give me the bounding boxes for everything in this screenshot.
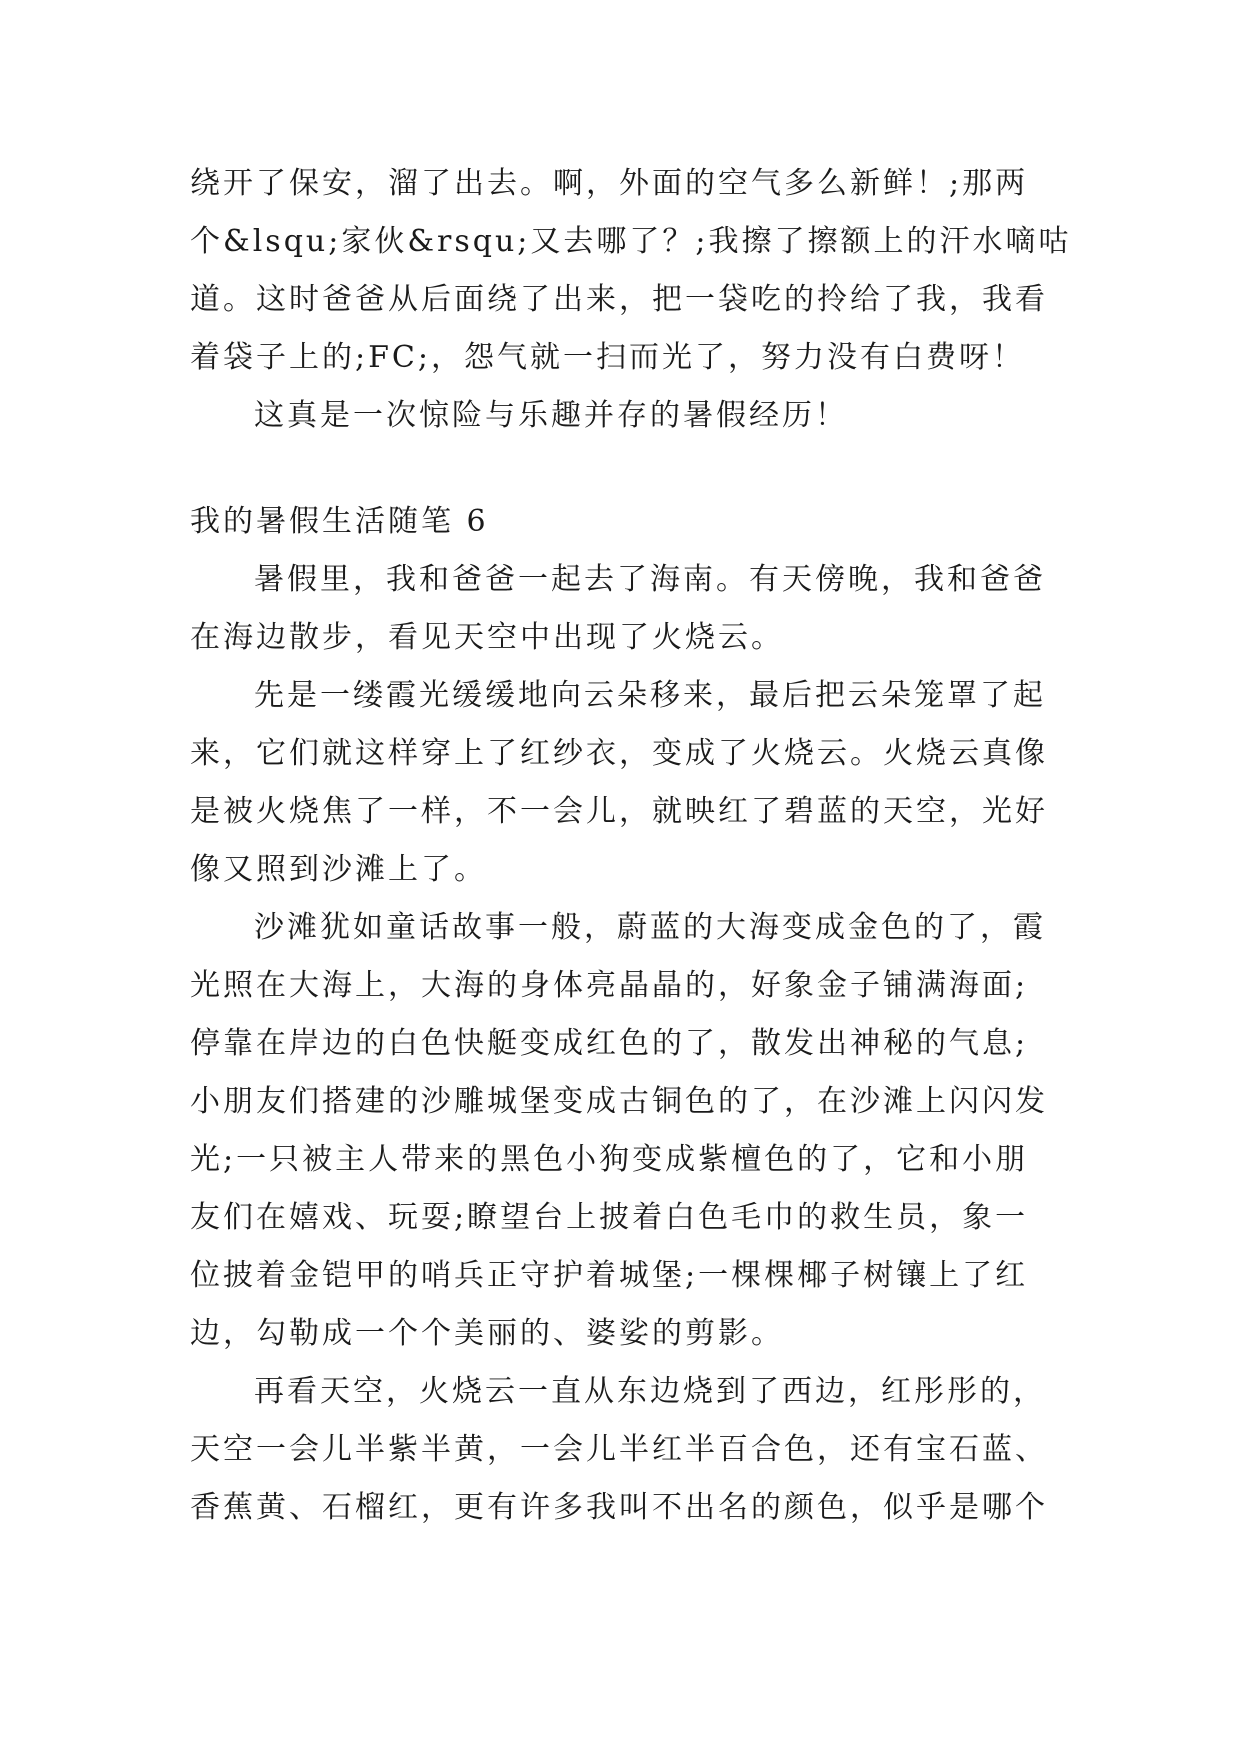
- text-line: 光;一只被主人带来的黑色小狗变成紫檀色的了，它和小朋: [190, 1142, 1029, 1177]
- paragraph-3: [190, 899, 1052, 1363]
- paragraph-4: [190, 1363, 1052, 1537]
- text-line: 绕开了保安，溜了出去。啊，外面的空气多么新鲜！;那两: [190, 166, 1029, 201]
- text-line: 香蕉黄、石榴红，更有许多我叫不出名的颜色，似乎是哪个: [190, 1490, 1048, 1525]
- closing-paragraph: [190, 387, 1052, 445]
- text-line: 来，它们就这样穿上了红纱衣，变成了火烧云。火烧云真像: [190, 736, 1048, 771]
- text-line: 个&lsqu;家伙&rsqu;又去哪了？;我擦了擦额上的汗水嘀咕: [190, 224, 1072, 259]
- text-line: 友们在嬉戏、玩耍;瞭望台上披着白色毛巾的救生员，象一: [190, 1200, 1029, 1235]
- text-line: 是被火烧焦了一样，不一会儿，就映红了碧蓝的天空，光好: [190, 794, 1048, 829]
- paragraph-2: [190, 667, 1052, 899]
- text-line: 暑假里，我和爸爸一起去了海南。有天傍晚，我和爸爸: [254, 562, 1046, 597]
- section-title: 我的暑假生活随笔 6: [190, 504, 489, 539]
- text-line: 天空一会儿半紫半黄，一会儿半红半百合色，还有宝石蓝、: [190, 1432, 1048, 1467]
- text-line: 位披着金铠甲的哨兵正守护着城堡;一棵棵椰子树镶上了红: [190, 1258, 1029, 1293]
- paragraph-1: [190, 551, 1052, 667]
- continued-paragraph: [190, 155, 1072, 387]
- text-line: 光照在大海上，大海的身体亮晶晶的，好象金子铺满海面;: [190, 968, 1029, 1003]
- text-line: 在海边散步，看见天空中出现了火烧云。: [190, 620, 784, 655]
- text-line: 边，勾勒成一个个美丽的、婆娑的剪影。: [190, 1316, 784, 1351]
- text-line: 像又照到沙滩上了。: [190, 852, 487, 887]
- text-line: 先是一缕霞光缓缓地向云朵移来，最后把云朵笼罩了起: [254, 678, 1046, 713]
- text-line: 这真是一次惊险与乐趣并存的暑假经历！: [254, 398, 848, 433]
- text-line: 再看天空，火烧云一直从东边烧到了西边，红彤彤的，: [254, 1374, 1046, 1409]
- text-line: 停靠在岸边的白色快艇变成红色的了，散发出神秘的气息;: [190, 1026, 1029, 1061]
- document-body: [190, 155, 1072, 1537]
- text-line: 道。这时爸爸从后面绕了出来，把一袋吃的拎给了我，我看: [190, 282, 1048, 317]
- text-line: 着袋子上的;FC;，怨气就一扫而光了，努力没有白费呀！: [190, 340, 1025, 375]
- text-line: 沙滩犹如童话故事一般，蔚蓝的大海变成金色的了，霞: [254, 910, 1046, 945]
- text-line: 小朋友们搭建的沙雕城堡变成古铜色的了，在沙滩上闪闪发: [190, 1084, 1048, 1119]
